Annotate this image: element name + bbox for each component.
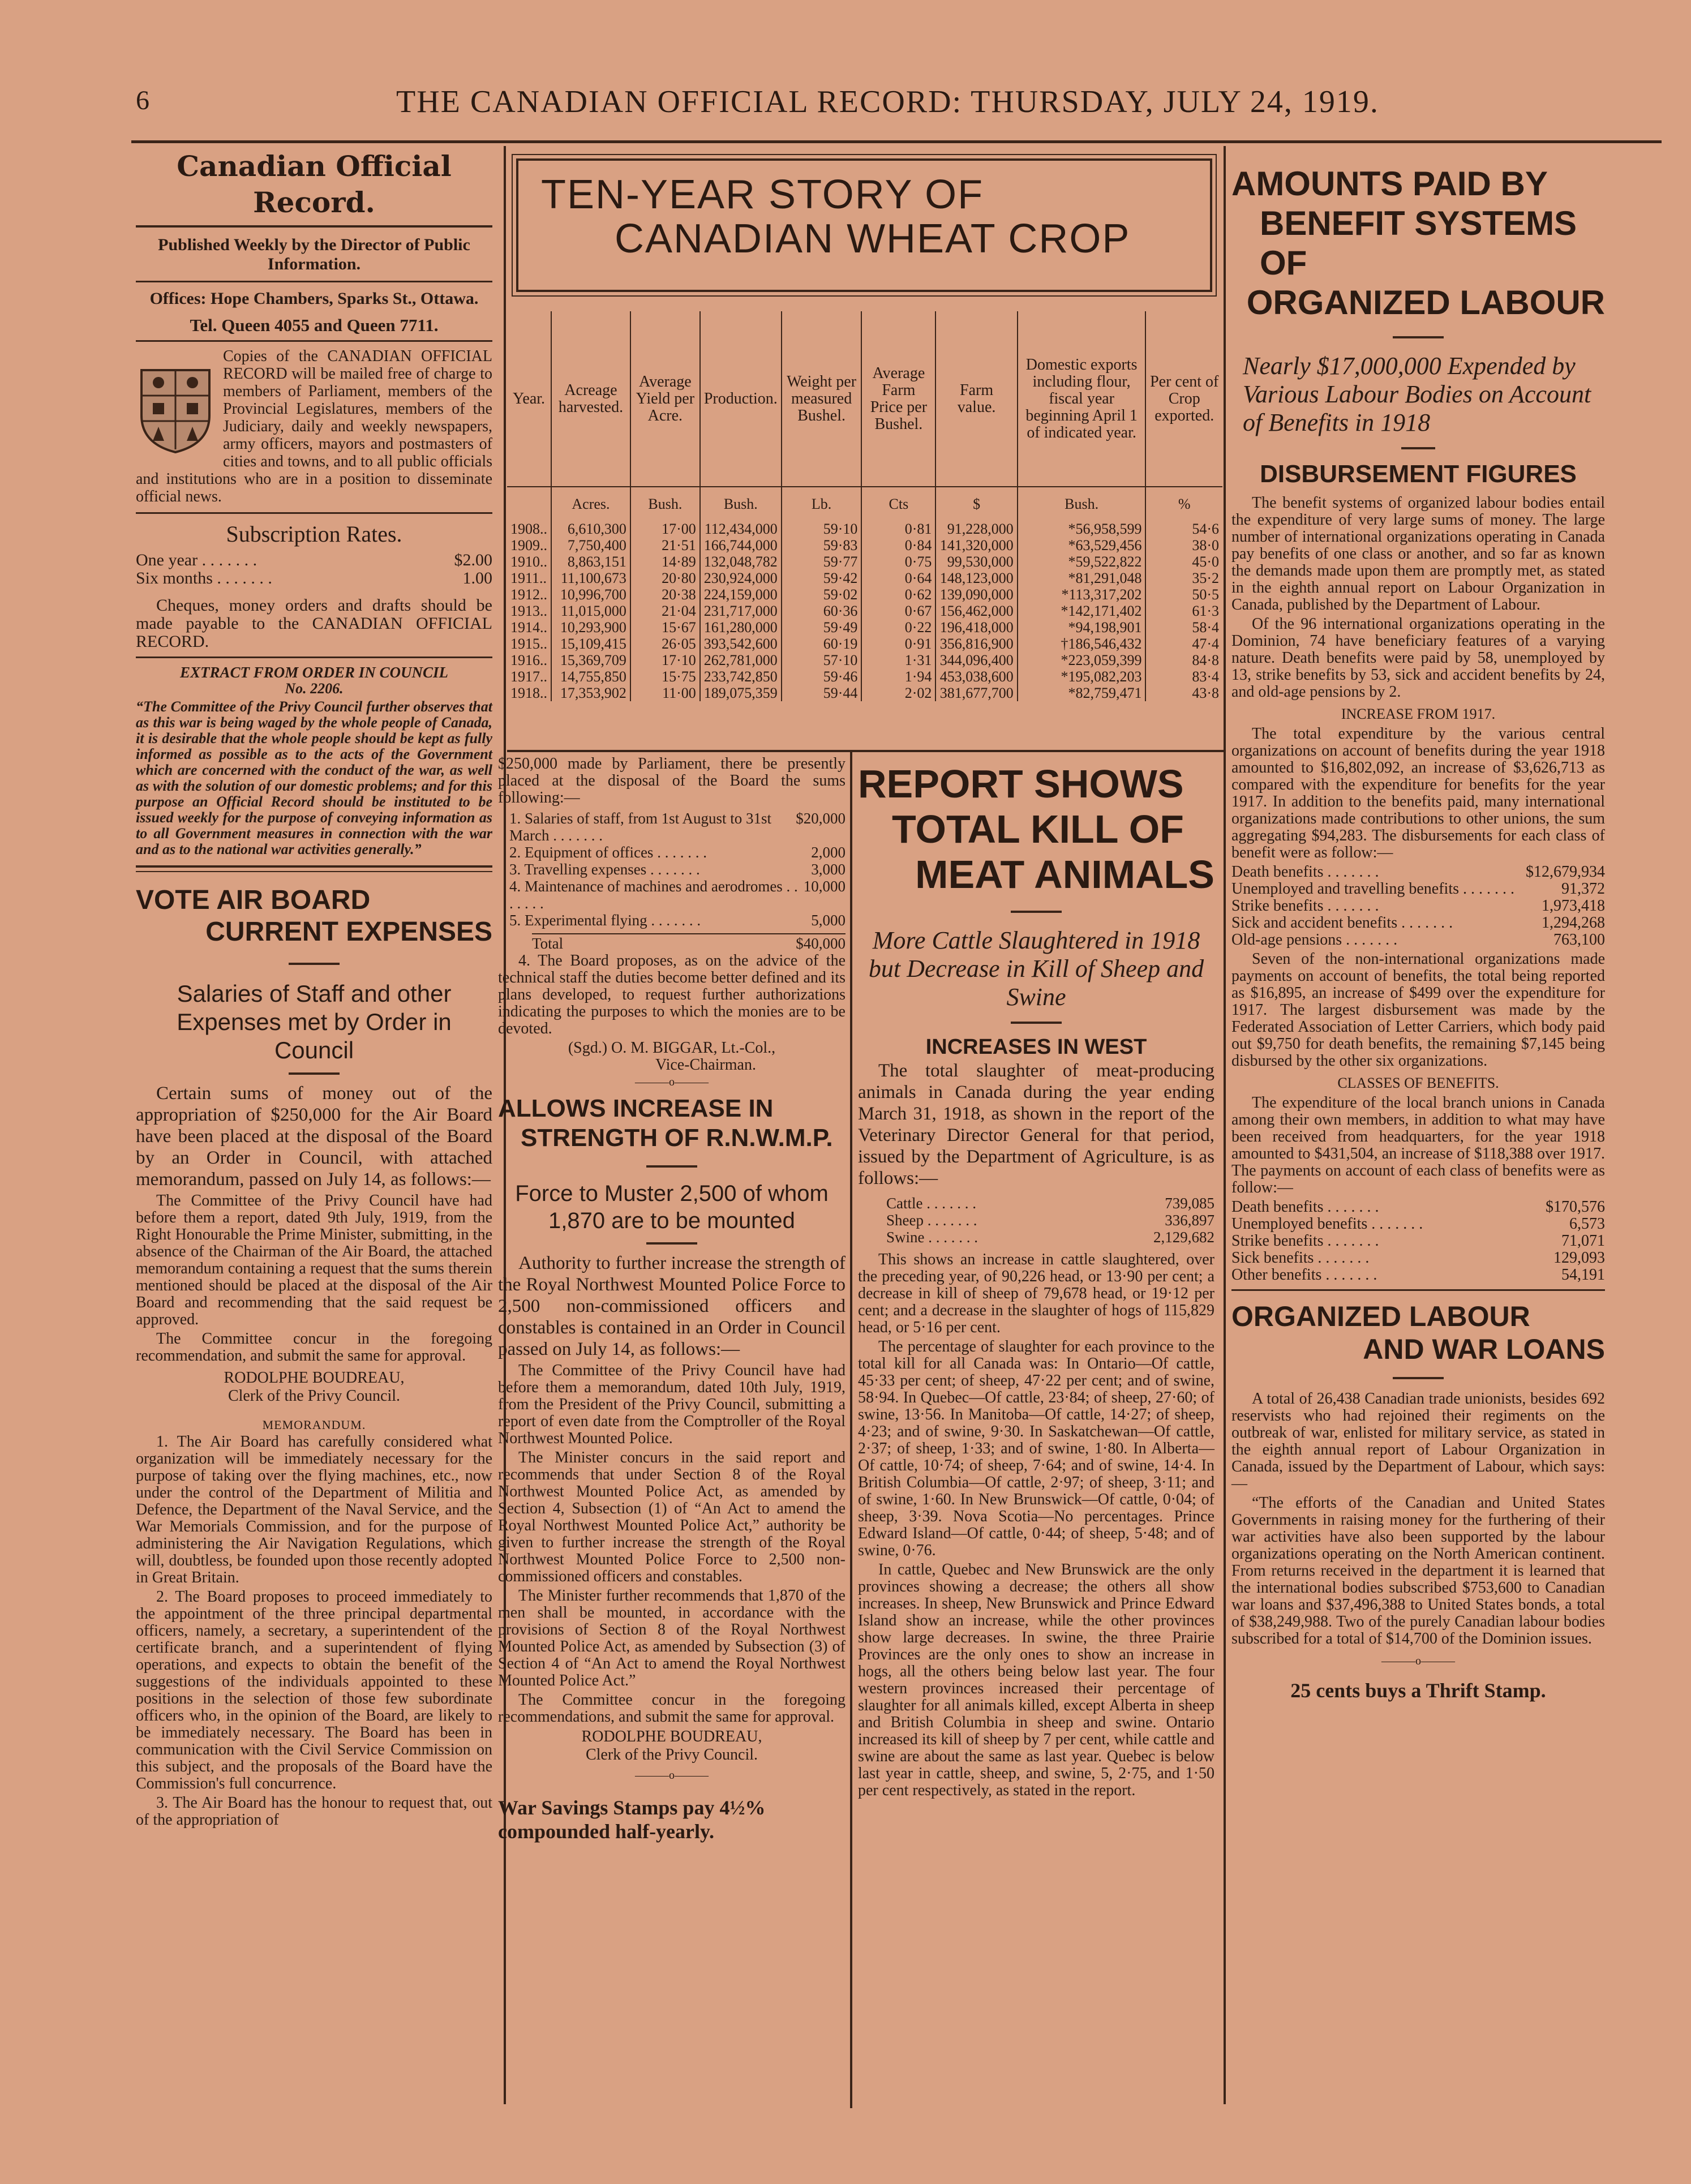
wheat-cell: 132,048,782	[700, 553, 782, 570]
wheat-unit: Bush.	[1018, 487, 1146, 521]
wheat-cell: 10,996,700	[551, 586, 630, 603]
wheat-title-box	[516, 158, 1212, 292]
wheat-cell: 233,742,850	[700, 668, 782, 685]
benefit-row: Old-age pensions . . . . . . . 763,100	[1231, 931, 1605, 949]
wheat-cell: 2·02	[861, 685, 935, 701]
rnwmp-p2: The Committee of the Privy Council have had before them a memorandum, dated 10th July, 1919, from the President of the Privy Council, submitting a report of even date from the Comptroller of the Royal Northwest Mounted Police.	[498, 1362, 846, 1447]
wheat-cell: 0·81	[861, 521, 935, 537]
benefit-row: Strike benefits . . . . . . . 71,071	[1231, 1232, 1605, 1250]
labour-p1: The benefit systems of organized labour bodies entail the expenditure of very large sums of money. The large number of international organizations operating in Canada pay benefits of one class or another, and so far as known the demands made upon them are promptly met, as stated in the eighth annual report on Labour Organization in Canada, published by the Department of Labour.	[1231, 494, 1605, 613]
memo-p2: 2. The Board proposes to proceed immediately to the appointment of the three principal departmental officers, namely, a secretary, a superintendent of the certificate branch, and a superintendent of flying operations, and expects to obtain the benefit of the suggestions of the individuals appointed to these positions in the selection of those few subordinate officers who, in the opinion of the Board, are likely to be immediately necessary. The Board has been in communication with the Civil Service Commission on this subject, and the proposals of the Board have the Commission's full concurrence.	[136, 1588, 492, 1792]
wheat-cell: 50·5	[1145, 586, 1222, 603]
wheat-cell: 0·22	[861, 619, 935, 636]
wheat-cell: 6,610,300	[551, 521, 630, 537]
wheat-cell: 1912..	[510, 586, 547, 603]
wheat-cell: 1916..	[510, 652, 547, 668]
meat-p2: This shows an increase in cattle slaughtered, over the preceding year, of 90,226 head, or 13·90 per cent; a decrease in kill of sheep of 79,678 head, or 19·12 per cent; and a decrease in the slaughter of hogs of 115,829 head, or 5·16 per cent.	[858, 1251, 1214, 1336]
meat-p4: In cattle, Quebec and New Brunswick are the only provinces showing a decrease; the others all show increases. In sheep, New Brunswick and Prince Edward Island show an increase, while the other provinces show large decreases. In swine, the three Prairie Provinces are the only ones to show an increase in hogs, all the others being below last year. The four western provinces increased their percentage of slaughter for all animals killed, except Alberta in sheep and British Columbia in sheep and swine. Ontario increased its kill of sheep by 7 per cent, while cattle and swine are about the same as last year. Quebec is below last year in cattle, sheep, and swine, 5, 2·75, and 1·50 per cent respectively, as stated in the report.	[858, 1561, 1214, 1799]
wheat-cell: *56,958,599	[1018, 521, 1146, 537]
rnwmp-subhead: Force to Muster 2,500 of whom 1,870 are to be mounted	[515, 1181, 829, 1233]
labour-sub1: INCREASE FROM 1917.	[1341, 706, 1496, 722]
wheat-cell: 35·2	[1145, 570, 1222, 586]
wheat-column-header: Average Farm Price per Bushel.	[861, 311, 935, 487]
wheat-unit: Bush.	[700, 487, 782, 521]
expense-item: 4. Maintenance of machines and aerodromes . . . . . . . 10,000	[509, 878, 846, 912]
benefit-row: Unemployed and travelling benefits . . . . . . . 91,372	[1231, 880, 1605, 898]
wheat-cell: 0·62	[861, 586, 935, 603]
benefit-row: Death benefits . . . . . . . $12,679,934	[1231, 863, 1605, 881]
wheat-cell: 21·51	[630, 537, 700, 553]
page-header	[136, 74, 1664, 136]
warloans-p1: A total of 26,438 Canadian trade unionists, besides 692 reservists who had rejoined their regiments on the outbreak of war, enlisted for military service, as stated in the eighth annual report of Labour Organization in Canada, issued by the Department of Labour, which says:—	[1231, 1390, 1605, 1492]
wheat-cell: 1918..	[510, 685, 547, 701]
wheat-cell: 453,038,600	[935, 668, 1017, 685]
memo-p4: 4. The Board proposes, as on the advice of the technical staff the duties become better defined and its plans developed, to request further authorizations indicating the purposes to which the monies are to be devoted.	[498, 952, 846, 1037]
meat-p1: The total slaughter of meat-producing animals in Canada during the year ending March 31, 1918, as shown in the report of the Veterinary Director General for that period, issued by the Department of Agriculture, is as follows:—	[858, 1061, 1214, 1188]
wheat-cell: 15·75	[630, 668, 700, 685]
wheat-cell: 60·36	[782, 603, 862, 619]
air-board-subhead: Salaries of Staff and other Expenses met by Order in Council	[177, 980, 452, 1063]
wheat-cell: 1·31	[861, 652, 935, 668]
telephone: Tel. Queen 4055 and Queen 7711.	[190, 315, 439, 335]
wheat-title-1: TEN-YEAR STORY OF	[541, 172, 984, 217]
wheat-row	[507, 619, 1222, 636]
labour-sub2: CLASSES OF BENEFITS.	[1337, 1075, 1499, 1091]
offices: Offices: Hope Chambers, Sparks St., Ottawa.	[149, 289, 479, 308]
meat-p3: The percentage of slaughter for each province to the total kill for all Canada was: In Ontario—Of cattle, 45·33 per cent; of sheep, 47·22 per cent; and of swine, 58·94. In Quebec—Of cattle, 23·84; of sheep, 27·60; of swine, 13·56. In Manitoba—Of cattle, 14·27; of sheep, 4·23; and of swine, 9·30. In Saskatchewan—Of cattle, 2·37; of sheep, 1·33; and of swine, 1·80. In Alberta—Of cattle, 10·74; of sheep, 7·64; and of swine, 14·4. In British Columbia—Of cattle, 2·97; of sheep, 3·11; and of swine, 1·60. In New Brunswick—Of cattle, 0·04; of sheep, 3·39. Nova Scotia—No percentages. Prince Edward Island—Of cattle, 0·44; of sheep, 5·48; and of swine, 0·76.	[858, 1338, 1214, 1559]
wheat-unit: Bush.	[630, 487, 700, 521]
wheat-table	[507, 311, 1222, 701]
wheat-title-2: CANADIAN WHEAT CROP	[615, 216, 1131, 261]
memo-p3-continued: $250,000 made by Parliament, there be presently placed at the disposal of the Board the sums following:—	[498, 755, 846, 806]
biggar-title: Vice-Chairman.	[655, 1056, 756, 1074]
benefit-row: Sick benefits . . . . . . . 129,093	[1231, 1249, 1605, 1267]
extract-heading: EXTRACT FROM ORDER IN COUNCIL	[179, 664, 449, 681]
air-board-signature: RODOLPHE BOUDREAU,	[224, 1369, 405, 1387]
wheat-cell: 38·0	[1145, 537, 1222, 553]
rnwmp-signature-title: Clerk of the Privy Council.	[585, 1746, 758, 1763]
wheat-row	[507, 586, 1222, 603]
wheat-cell: 15,369,709	[551, 652, 630, 668]
wheat-cell: *59,522,822	[1018, 553, 1146, 570]
rnwmp-p3: The Minister concurs in the said report and recommends that under Section 8 of the Royal Northwest Mounted Police Act, as amended by Section 4, Subsection (1) of “An Act to amend the Royal Northwest Mounted Police Act,” authority be given to further increase the strength of the Royal Northwest Mounted Police Force to 2,500 non-commissioned officers and constables.	[498, 1449, 846, 1585]
meat-headline-2: TOTAL KILL OF	[892, 807, 1184, 851]
warloans-headline-2: AND WAR LOANS	[1363, 1333, 1605, 1365]
wheat-cell: 139,090,000	[935, 586, 1017, 603]
wheat-cell: 344,096,400	[935, 652, 1017, 668]
meat-headline-1: REPORT SHOWS	[858, 762, 1184, 806]
wheat-cell: 57·10	[782, 652, 862, 668]
wheat-column-header: Production.	[700, 311, 782, 487]
memorandum-heading: MEMORANDUM.	[262, 1418, 366, 1432]
wheat-cell: 1911..	[510, 570, 547, 586]
wheat-cell: 43·8	[1145, 685, 1222, 701]
thrift-stamp-ad: 25 cents buys a Thrift Stamp.	[1290, 1679, 1546, 1702]
wheat-cell: 26·05	[630, 636, 700, 652]
meat-article	[858, 761, 1214, 1801]
wheat-cell: 262,781,000	[700, 652, 782, 668]
wheat-cell: 17,353,902	[551, 685, 630, 701]
wheat-cell: 54·6	[1145, 521, 1222, 537]
air-board-headline-2: CURRENT EXPENSES	[205, 917, 492, 947]
wheat-cell: 0·67	[861, 603, 935, 619]
wheat-cell: 112,434,000	[700, 521, 782, 537]
wheat-cell: 11,100,673	[551, 570, 630, 586]
wheat-row	[507, 652, 1222, 668]
wheat-row	[507, 685, 1222, 701]
labour-headline-3: ORGANIZED LABOUR	[1246, 284, 1605, 321]
expense-item: 5. Experimental flying . . . . . . . 5,000	[509, 912, 846, 929]
benefit-row: Other benefits . . . . . . . 54,191	[1231, 1266, 1605, 1284]
benefits-list-1	[1231, 864, 1605, 949]
wheat-cell: 0·84	[861, 537, 935, 553]
meat-subhead: More Cattle Slaughtered in 1918 but Decrease in Kill of Sheep and Swine	[868, 926, 1204, 1011]
wheat-cell: 161,280,000	[700, 619, 782, 636]
meat-stat-row: Cattle . . . . . . . 739,085	[886, 1195, 1214, 1212]
rnwmp-p4: The Minister further recommends that 1,870 of the men shall be mounted, in accordance with the provisions of Section 8 of the Royal Northwest Mounted Police Act, as amended by Subsection (3) of Section 4 of “An Act to amend the Royal Northwest Mounted Police Act.”	[498, 1587, 846, 1689]
benefit-row: Unemployed benefits . . . . . . . 6,573	[1231, 1215, 1605, 1233]
wheat-unit: Acres.	[551, 487, 630, 521]
wheat-cell: 166,744,000	[700, 537, 782, 553]
wheat-cell: 1917..	[510, 668, 547, 685]
wheat-cell: 0·75	[861, 553, 935, 570]
wheat-cell: 84·8	[1145, 652, 1222, 668]
wheat-cell: 58·4	[1145, 619, 1222, 636]
labour-p4: Seven of the non-international organizations made payments on account of benefits, the total being reported as $16,895, an increase of $499 over the expenditure for 1917. The largest disbursement was made by the Federated Association of Letter Carriers, which body paid out $9,750 for death benefits, the remaining $7,145 being disbursed by the other six organizations.	[1231, 950, 1605, 1070]
labour-p3: The total expenditure by the various central organizations on account of benefits during the year 1918 amounted to $16,802,092, an increase of $3,626,713 as compared with the expenditure for benefits for the year 1917. In addition to the benefits paid, many international organizations made contributions to other unions, the sum aggregating $94,283. The disbursements for each class of benefit were as follow:—	[1231, 725, 1605, 861]
air-board-continued: $250,000 made by Parliament, there be presently placed at the disposal of the Board the sums following:— 1. Salaries of staff, from 1st August to 31st March . . . . . . . $20,000 2. Equipment of offices . . . . . . . 2,000 3. Travelling expenses . . . . . . . 3,000 4. Maintenance of machines and aerodromes . . . . . . . 10,000 5. Experimental flying . . . . . . . 5,000 Total $40,000 4. The Board proposes, as on the advice of the technical staff the duties become better defined and its plans developed, to request further authorizations indicating the purposes to which the monies are to be devoted. (Sgd.) O. M. BIGGAR, Lt.-Col., Vice-Chairman. ———o——— ALLOWS INCREASE IN STRENGTH OF R.N.W.M.P. Force to Muster 2,500 of whom 1,870 are to be mounted Authority to further increase the strength of the Royal Northwest Mounted Police Force to 2,500 non-commissioned officers and constables is contained in an Order in Council passed on July 14, as follows:— The Committee of the Privy Council have had before them a memorandum, dated 10th July, 1919, from the President of the Privy Council, submitting a report of even date from the Comptroller of the Royal Northwest Mounted Police. The Minister concurs in the said report and recommends that under Section 8 of the Royal Northwest Mounted Police Act, as amended by Section 4, Subsection (1) of “An Act to amend the Royal Northwest Mounted Police Act,” authority be given to further increase the strength of the Royal Northwest Mounted Police Force to 2,500 non-commissioned officers and constables. The Minister further recommends that 1,870 of the men shall be mounted, in accordance with the provisions of Section 8 of the Royal Northwest Mounted Police Act, as amended by Subsection (3) of Section 4 of “An Act to amend the Royal Northwest Mounted Police Act.” The Committee concur in the foregoing recommendations, and submit the same for approval. RODOLPHE BOUDREAU, Clerk of the Privy Council. ———o——— War Savings Stamps pay 4½% compounded half-yearly.	[498, 755, 846, 1843]
benefit-row: Strike benefits . . . . . . . 1,973,418	[1231, 897, 1605, 915]
wheat-cell: 10,293,900	[551, 619, 630, 636]
wheat-cell: 1913..	[510, 603, 547, 619]
wheat-unit: $	[935, 487, 1017, 521]
wheat-row	[507, 668, 1222, 685]
rate-row: One year . . . . . . . $2.00	[136, 551, 492, 569]
expense-item: 2. Equipment of offices . . . . . . . 2,000	[509, 844, 846, 861]
wheat-cell: 59·42	[782, 570, 862, 586]
copies-text: Copies of the CANADIAN OFFICIAL RECORD will be mailed free of charge to members of Parliament, members of the Provincial Legislatures, members of the Judiciary, daily and weekly newspapers, army officers, mayors and postmasters of cities and towns, and to all public officials and institutions who are in a position to disseminate official news.	[136, 347, 492, 505]
wheat-cell: 59·49	[782, 619, 862, 636]
rates-list	[136, 551, 492, 587]
wheat-cell: 1908..	[510, 521, 547, 537]
meat-section-heading: INCREASES IN WEST	[925, 1035, 1147, 1059]
wheat-cell: 11,015,000	[551, 603, 630, 619]
extract-text: “The Committee of the Privy Council further observes that as this war is being waged by the whole people of Canada, it is desirable that the whole people should be kept as fully informed as possible as to the acts of the Government which are concerned with the conduct of the war, as well as with the solution of our domestic problems; and for this purpose an Official Record should be instituted to be issued weekly for the purpose of conveying information as to all Government measures in connection with the war and as to the national war activities generally.”	[136, 698, 492, 857]
labour-p5: The expenditure of the local branch unions in Canada among their own members, in addition to what may have been received from headquarters, for the year 1918 amounted to $431,504, an increase of $118,388 over 1917. The payments on account of each class of benefits were as follow:—	[1231, 1094, 1605, 1196]
biggar-signature: (Sgd.) O. M. BIGGAR, Lt.-Col.,	[568, 1039, 776, 1057]
extract-number: No. 2206.	[285, 680, 344, 697]
wheat-unit: Lb.	[782, 487, 862, 521]
expense-total: Total $40,000	[532, 933, 846, 952]
wheat-cell: 17·00	[630, 521, 700, 537]
wheat-cell: 141,320,000	[935, 537, 1017, 553]
memo-p3: 3. The Air Board has the honour to request that, out of the appropriation of	[136, 1794, 492, 1829]
wheat-cell: 356,816,900	[935, 636, 1017, 652]
wheat-row	[507, 636, 1222, 652]
meat-headline-3: MEAT ANIMALS	[915, 852, 1214, 896]
wheat-cell: 224,159,000	[700, 586, 782, 603]
wheat-cell: 59·44	[782, 685, 862, 701]
wheat-cell: *82,759,471	[1018, 685, 1146, 701]
expense-item: 3. Travelling expenses . . . . . . . 3,000	[509, 861, 846, 878]
wheat-unit: %	[1145, 487, 1222, 521]
labour-headline-2: BENEFIT SYSTEMS OF	[1260, 204, 1577, 282]
wheat-cell: 59·46	[782, 668, 862, 685]
wheat-cell: 8,863,151	[551, 553, 630, 570]
labour-headline-1: AMOUNTS PAID BY	[1231, 165, 1548, 203]
wheat-row	[507, 553, 1222, 570]
wheat-cell: *94,198,901	[1018, 619, 1146, 636]
wheat-cell: †186,546,432	[1018, 636, 1146, 652]
meat-stat-row: Sheep . . . . . . . 336,897	[886, 1212, 1214, 1229]
air-board-headline-1: VOTE AIR BOARD	[136, 885, 371, 915]
wheat-cell: 91,228,000	[935, 521, 1017, 537]
wheat-cell: 17·10	[630, 652, 700, 668]
wheat-cell: 148,123,000	[935, 570, 1017, 586]
wheat-row	[507, 521, 1222, 537]
wheat-cell: 15,109,415	[551, 636, 630, 652]
wheat-cell: 0·64	[861, 570, 935, 586]
running-title: THE CANADIAN OFFICIAL RECORD: THURSDAY, JULY 24, 1919.	[396, 84, 1379, 119]
labour-subhead: Nearly $17,000,000 Expended by Various Labour Bodies on Account of Benefits in 1918	[1243, 352, 1591, 436]
wheat-column-header: Acreage harvested.	[551, 311, 630, 487]
air-board-p1: Certain sums of money out of the appropriation of $250,000 for the Air Board have been placed at the disposal of the Board by an Order in Council, with attached memorandum, passed on July 14, as follows:—	[136, 1083, 492, 1190]
wheat-cell: 14,755,850	[551, 668, 630, 685]
rnwmp-p1: Authority to further increase the strength of the Royal Northwest Mounted Police Force to 2,500 non-commissioned officers and constables is contained in an Order in Council passed on July 14, as follows:—	[498, 1253, 846, 1359]
wheat-cell: 11·00	[630, 685, 700, 701]
header-rule	[131, 140, 1662, 143]
air-board-signature-title: Clerk of the Privy Council.	[228, 1387, 401, 1405]
cheques-text: Cheques, money orders and drafts should be made payable to the CANADIAN OFFICIAL RECORD.	[136, 596, 492, 651]
warloans-headline-1: ORGANIZED LABOUR	[1231, 1301, 1530, 1332]
labour-article: AMOUNTS PAID BY BENEFIT SYSTEMS OF ORGANIZED LABOUR Nearly $17,000,000 Expended by Various Labour Bodies on Account of Benefits in 1918 DISBURSEMENT FIGURES The benefit systems of organized labour bodies entail the expenditure of very large sums of money. The large number of international organizations operating in Canada pay benefits of one class or another, and so far as known the demands made upon them are promptly met, as stated in the eighth annual report on Labour Organization in Canada, published by the Department of Labour. Of the 96 international organizations operating in the Dominion, 74 have beneficiary features of a varying nature. Death benefits were paid by 58, unemployed by 13, strike benefits by 53, sick and accident benefits by 24, and old-age pensions by 2. INCREASE FROM 1917. The total expenditure by the various central organizations on account of benefits during the year 1918 amounted to $16,802,092, an increase of $3,626,713 as compared with the expenditure for benefits for the year 1917. In addition to the benefits paid, many international organizations made contributions to other unions, the sum aggregating $94,283. The disbursements for each class of benefit were as follow:— Death benefits . . . . . . . $12,679,934 Unemployed and travelling benefits . . . . . . . 91,372 Strike benefits . . . . . . . 1,973,418 Sick and accident benefits . . . . . . . 1,294,268 Old-age pensions . . . . . . . 763,100 Seven of the non-international organizations made payments on account of benefits, the total being reported as $16,895, an increase of $499 over the expenditure for 1917. The largest disbursement was made by the Federated Association of Letter Carriers, which body paid out $9,750 for death benefits, the remaining $7,145 being disbursed by the other six organizations. CLASSES OF BENEFITS. The expenditure of the local branch unions in Canada among their own members, in addition to what may have been received from headquarters, for the year 1918 amounted to $431,504, an increase of $118,388 over 1917. The payments on account of each class of benefits were as follow:— Death benefits . . . . . . . $170,576 Unemployed benefits . . . . . . . 6,573 Strike benefits . . . . . . . 71,071 Sick benefits . . . . . . . 129,093 Other benefits . . . . . . . 54,191 ORGANIZED LABOUR AND WAR LOANS A total of 26,438 Canadian trade unionists, besides 692 reservists who had rejoined their regiments on the outbreak of war, enlisted for military service, as stated in the eighth annual report of Labour Organization in Canada, issued by the Department of Labour, which says:— “The efforts of the Canadian and United States Governments in raising money for the furthering of their war activities have also been supported by the labour organizations operating on the North American continent. From returns received in the department it is learned that the international bodies subscribed $753,600 to Canadian war loans and $37,496,388 to United States bonds, a total of $38,249,988. Two of the purely Canadian labour bodies subscribed for a total of $14,700 of the Dominion issues. ———o——— 25 cents buys a Thrift Stamp.	[1231, 165, 1605, 1702]
published-by: Published Weekly by the Director of Public Information.	[158, 235, 470, 273]
rate-row: Six months . . . . . . . 1.00	[136, 569, 492, 587]
masthead-title: Canadian Official Record.	[177, 149, 452, 219]
rnwmp-headline-1: ALLOWS INCREASE IN	[498, 1095, 774, 1122]
wheat-cell: 47·4	[1145, 636, 1222, 652]
rnwmp-headline-2: STRENGTH OF R.N.W.M.P.	[521, 1124, 833, 1152]
wheat-cell: 196,418,000	[935, 619, 1017, 636]
labour-p2: Of the 96 international organizations operating in the Dominion, 74 have beneficiary features of a varying nature. Death benefits were paid by 58, unemployed by 13, strike benefits by 53, sick and accident benefits by 24, and old-age pensions by 2.	[1231, 615, 1605, 701]
wheat-column-header: Average Yield per Acre.	[630, 311, 700, 487]
benefit-row: Death benefits . . . . . . . $170,576	[1231, 1198, 1605, 1216]
wheat-cell: 59·83	[782, 537, 862, 553]
wheat-cell: 1914..	[510, 619, 547, 636]
wheat-cell: *195,082,203	[1018, 668, 1146, 685]
wheat-cell: *142,171,402	[1018, 603, 1146, 619]
wheat-cell: 15·67	[630, 619, 700, 636]
wheat-column-header: Year.	[512, 389, 546, 407]
column-rule	[1224, 146, 1226, 2104]
wheat-column-header: Per cent of Crop exported.	[1145, 311, 1222, 487]
column-rule	[850, 750, 852, 2108]
wheat-cell: 0·91	[861, 636, 935, 652]
page-number: 6	[136, 85, 149, 115]
wheat-cell: *113,317,202	[1018, 586, 1146, 603]
wheat-cell: *81,291,048	[1018, 570, 1146, 586]
wheat-cell: *223,059,399	[1018, 652, 1146, 668]
labour-section-heading: DISBURSEMENT FIGURES	[1260, 460, 1577, 488]
wheat-cell: 1915..	[510, 636, 547, 652]
wheat-cell: 83·4	[1145, 668, 1222, 685]
wheat-cell: 20·80	[630, 570, 700, 586]
wheat-cell: 20·38	[630, 586, 700, 603]
wheat-cell: 59·02	[782, 586, 862, 603]
wheat-cell: 231,717,000	[700, 603, 782, 619]
wheat-column-header: Weight per measured Bushel.	[782, 311, 862, 487]
wheat-cell: 7,750,400	[551, 537, 630, 553]
wheat-cell: 61·3	[1145, 603, 1222, 619]
wheat-cell: 230,924,000	[700, 570, 782, 586]
benefits-list-2	[1231, 1199, 1605, 1284]
wheat-column-header: Farm value.	[935, 311, 1017, 487]
expense-items	[509, 810, 846, 929]
wheat-cell: 59·10	[782, 521, 862, 537]
wheat-cell: 1·94	[861, 668, 935, 685]
masthead	[136, 148, 492, 1831]
meat-stats	[886, 1195, 1214, 1246]
memo-p1: 1. The Air Board has carefully considered what organization will be immediately necessary for the purpose of taking over the flying machines, etc., now under the control of the Department of Militia and Defence, the Department of the Naval Service, and the War Memorials Commission, and for the purpose of administering the Air Navigation Regulations, which will, doubtless, be founded upon those recently adopted in Great Britain.	[136, 1433, 492, 1586]
wheat-cell: *63,529,456	[1018, 537, 1146, 553]
wheat-row	[507, 537, 1222, 553]
wheat-cell: 1909..	[510, 537, 547, 553]
subscription-heading: Subscription Rates.	[226, 521, 402, 547]
air-board-p2: The Committee of the Privy Council have had before them a report, dated 9th July, 1919, from the Right Honourable the Prime Minister, submitting, in the absence of the Chairman of the Air Board, the attached memorandum containing a request that the sums therein mentioned should be placed at the disposal of the Air Board and recommending that the said request be approved.	[136, 1192, 492, 1328]
wheat-row	[507, 603, 1222, 619]
air-board-p3: The Committee concur in the foregoing recommendation, and submit the same for approval.	[136, 1330, 492, 1365]
wheat-cell: 393,542,600	[700, 636, 782, 652]
wheat-unit	[507, 487, 551, 521]
rnwmp-signature: RODOLPHE BOUDREAU,	[581, 1728, 762, 1745]
benefit-row: Sick and accident benefits . . . . . . . 1,294,268	[1231, 914, 1605, 932]
wheat-cell: 59·77	[782, 553, 862, 570]
wheat-row	[507, 570, 1222, 586]
coat-of-arms-icon	[136, 364, 215, 455]
wheat-column-header: Domestic exports including flour, fiscal year beginning April 1 of indicated year.	[1018, 311, 1146, 487]
wheat-cell: 45·0	[1145, 553, 1222, 570]
wheat-cell: 189,075,359	[700, 685, 782, 701]
wheat-cell: 60·19	[782, 636, 862, 652]
wheat-cell: 14·89	[630, 553, 700, 570]
warloans-p2: “The efforts of the Canadian and United States Governments in raising money for the furthering of their war activities have also been supported by the labour organizations operating on the North American continent. From returns received in the department it is learned that the international bodies subscribed $753,600 to Canadian war loans and $37,496,388 to United States bonds, a total of $38,249,988. Two of the purely Canadian labour bodies subscribed for a total of $14,700 of the Dominion issues.	[1231, 1494, 1605, 1647]
wheat-cell: 156,462,000	[935, 603, 1017, 619]
wheat-cell: 99,530,000	[935, 553, 1017, 570]
wheat-cell: 381,677,700	[935, 685, 1017, 701]
wheat-cell: 1910..	[510, 553, 547, 570]
wheat-cell: 21·04	[630, 603, 700, 619]
meat-stat-row: Swine . . . . . . . 2,129,682	[886, 1229, 1214, 1246]
expense-item: 1. Salaries of staff, from 1st August to 31st March . . . . . . . $20,000	[509, 810, 846, 844]
wheat-unit: Cts	[861, 487, 935, 521]
war-savings-ad: War Savings Stamps pay 4½% compounded half-yearly.	[498, 1796, 766, 1843]
rnwmp-p5: The Committee concur in the foregoing recommendations, and submit the same for approval.	[498, 1691, 846, 1726]
